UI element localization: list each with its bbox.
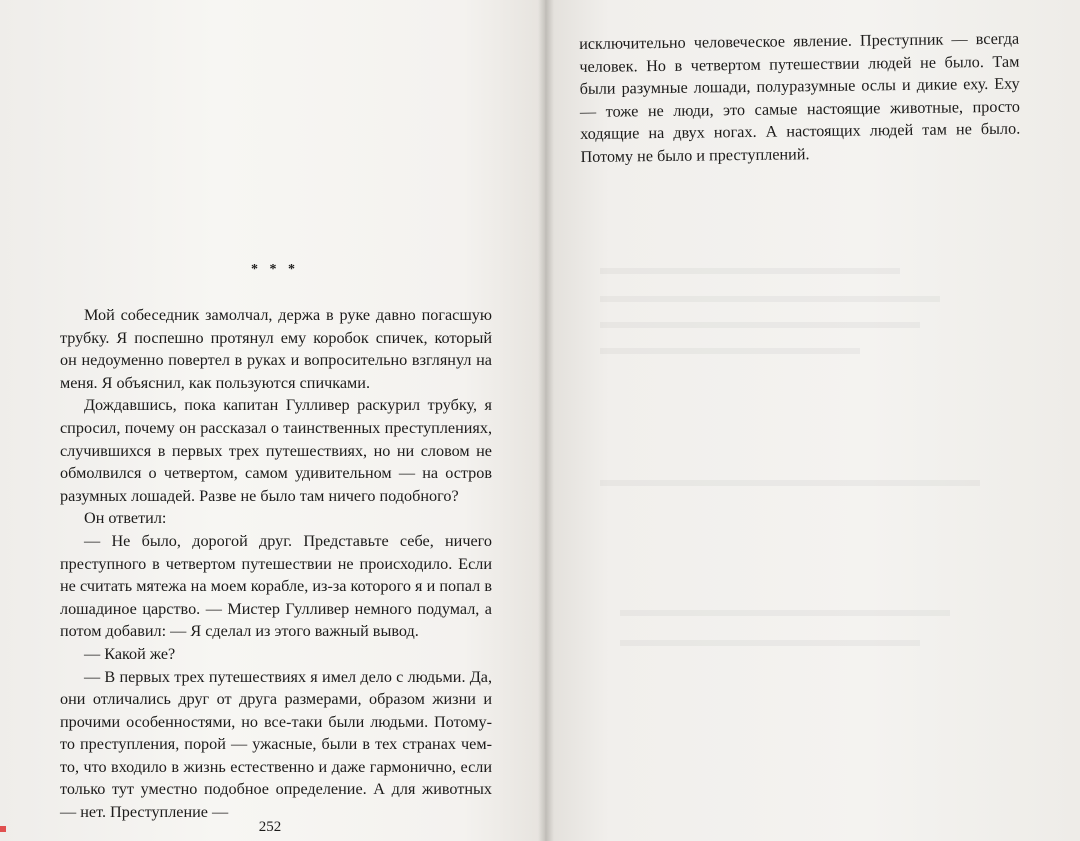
bleed-through-line xyxy=(600,322,920,328)
right-page-text xyxy=(579,28,1021,169)
bleed-through-line xyxy=(600,480,980,486)
bleed-through-line xyxy=(620,610,950,616)
paragraph: Он ответил: xyxy=(84,509,167,528)
bleed-through-line xyxy=(600,296,940,302)
paragraph: исключительно человеческое явление. Преступник — всегда человек. Но в четвертом путешествии людей не было. Там были разумные лошади, полуразумные ослы и дикие еху. Еху — тоже не люди, это самые настоящие животные, просто ходящие на двух ногах. А настоящих людей там не было. Потому не было и преступлений. xyxy=(579,29,1021,166)
paragraph: — Не было, дорогой друг. Представьте себе, ничего преступного в четвертом путешествии не происходило. Если не считать мятежа на моем корабле, из-за которого я и попал в лошадиное царство. — Мистер Гулливер немного подумал, а потом добавил: — Я сделал из этого важный вывод. xyxy=(60,531,492,641)
paragraph: — Какой же? xyxy=(84,644,176,663)
paragraph: Мой собеседник замолчал, держа в руке давно погасшую трубку. Я поспешно протянул ему коробок спичек, который он недоуменно повертел в руках и вопросительно взглянул на меня. Я объяснил, как пользуются спичками. xyxy=(60,306,492,392)
left-page-text xyxy=(60,304,492,824)
edge-mark xyxy=(0,826,6,832)
paragraph: Дождавшись, пока капитан Гулливер раскурил трубку, я спросил, почему он рассказал о таинственных преступлениях, случившихся в первых трех путешествиях, но ни словом не обмолвился о четвертом, самом удивительном — на остров разумных лошадей. Разве не было там ничего подобного? xyxy=(60,396,492,505)
page-number: 252 xyxy=(258,819,282,835)
section-separator: * * * xyxy=(251,262,299,277)
bleed-through-line xyxy=(600,268,900,274)
book-gutter xyxy=(538,0,554,841)
paragraph: — В первых трех путешествиях я имел дело с людьми. Да, они отличались друг от друга размерами, образом жизни и прочими особенностями, но все-таки были людьми. Потому-то преступления, порой — ужасные, были в тех странах чем-то, что входило в жизнь естественно и даже гармонично, если только тут уместно подобное определение. А для животных — нет. Преступление — xyxy=(60,667,492,822)
bleed-through-line xyxy=(620,640,920,646)
bleed-through-line xyxy=(600,348,860,354)
